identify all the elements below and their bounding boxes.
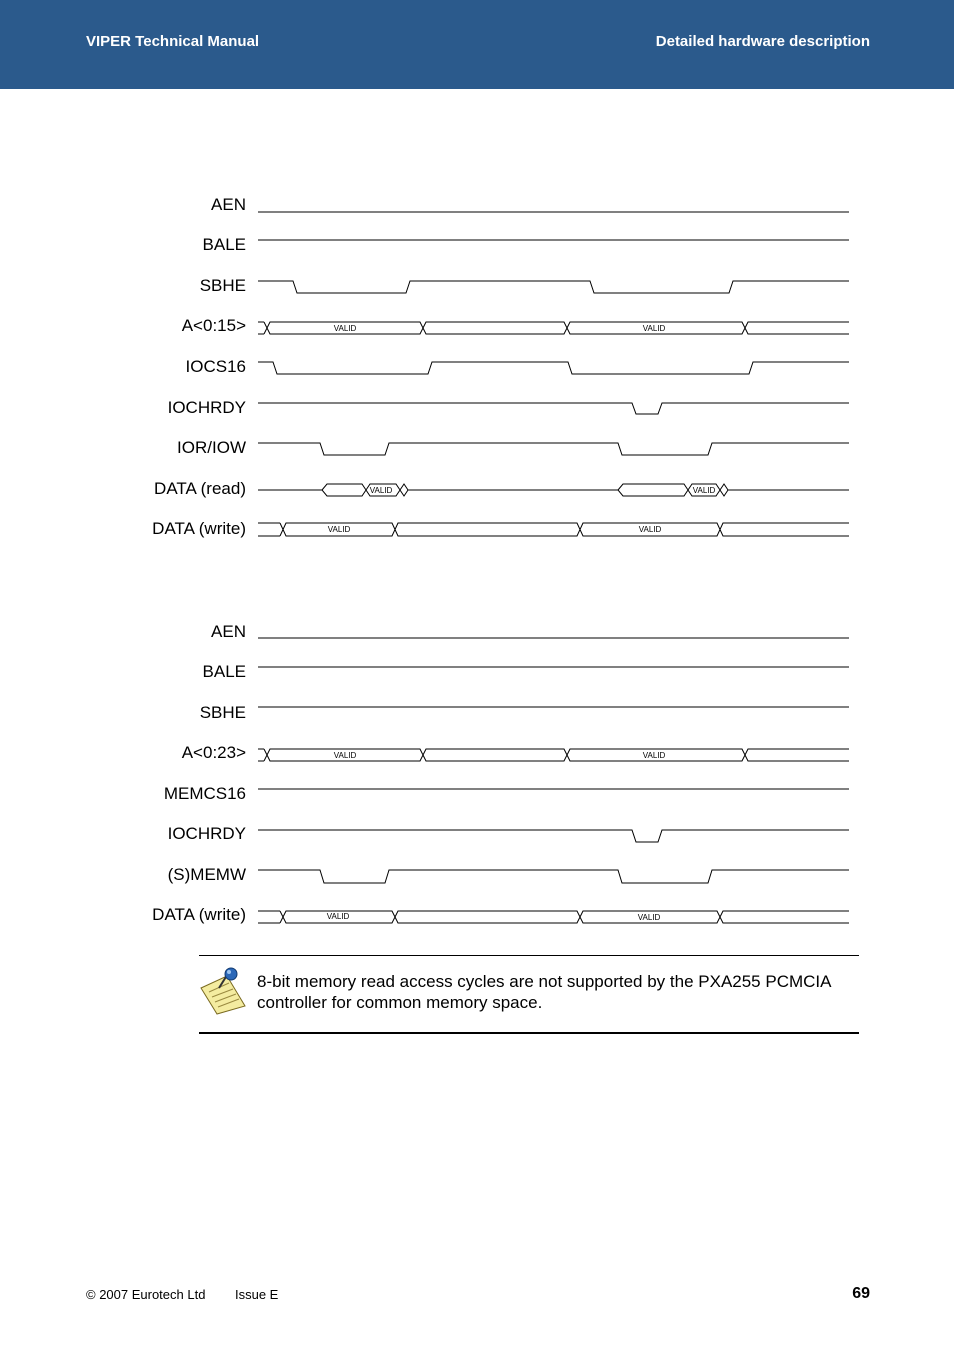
valid-label: VALID (369, 486, 393, 495)
signal-label-address: A<0:15> (181, 316, 246, 335)
section-title: Detailed hardware description (655, 33, 870, 50)
valid-label: VALID (692, 486, 716, 495)
note-bottom-rule (199, 1032, 859, 1034)
waveform-smemw (258, 870, 849, 883)
signal-label-ior-iow: IOR/IOW (177, 438, 246, 457)
signal-label-iochrdy: IOCHRDY (167, 824, 246, 843)
valid-label: VALID (642, 751, 666, 760)
signal-label-data-write: DATA (write) (152, 905, 246, 924)
valid-label: VALID (637, 913, 661, 922)
waveforms-io (0, 190, 954, 550)
waveform-iochrdy (258, 830, 849, 842)
signal-label-aen: AEN (211, 195, 246, 214)
footer-copyright: © 2007 Eurotech Ltd (86, 1287, 206, 1302)
signal-label-iochrdy: IOCHRDY (167, 398, 246, 417)
valid-label: VALID (333, 751, 357, 760)
signal-label-iocs16: IOCS16 (185, 357, 246, 376)
signal-label-sbhe: SBHE (199, 703, 246, 722)
valid-label: VALID (326, 912, 350, 921)
header-band (0, 0, 954, 89)
signal-label-bale: BALE (202, 235, 246, 254)
waveforms-memory (0, 615, 954, 935)
note-top-rule (199, 955, 859, 956)
waveform-ior-iow (258, 443, 849, 455)
signal-label-data-read: DATA (read) (154, 479, 246, 498)
pushpin-note-icon (197, 966, 249, 1018)
signal-label-aen: AEN (211, 622, 246, 641)
valid-label: VALID (333, 324, 357, 333)
waveform-iochrdy (258, 403, 849, 414)
valid-label: VALID (638, 525, 662, 534)
waveform-data-read (258, 484, 849, 496)
signal-label-memcs16: MEMCS16 (163, 784, 246, 803)
valid-label: VALID (642, 324, 666, 333)
footer-issue: Issue E (235, 1287, 279, 1302)
signal-label-bale: BALE (202, 662, 246, 681)
signal-label-address: A<0:23> (181, 743, 246, 762)
waveform-iocs16 (258, 362, 849, 374)
waveform-sbhe (258, 281, 849, 293)
signal-label-data-write: DATA (write) (152, 519, 246, 538)
note-text: 8-bit memory read access cycles are not supported by the PXA255 PCMCIA controller for common memory space. (257, 972, 831, 1012)
signal-label-smemw: (S)MEMW (167, 865, 246, 884)
page-number: 69 (852, 1285, 870, 1302)
valid-label: VALID (327, 525, 351, 534)
manual-title: VIPER Technical Manual (86, 33, 260, 50)
signal-label-sbhe: SBHE (199, 276, 246, 295)
